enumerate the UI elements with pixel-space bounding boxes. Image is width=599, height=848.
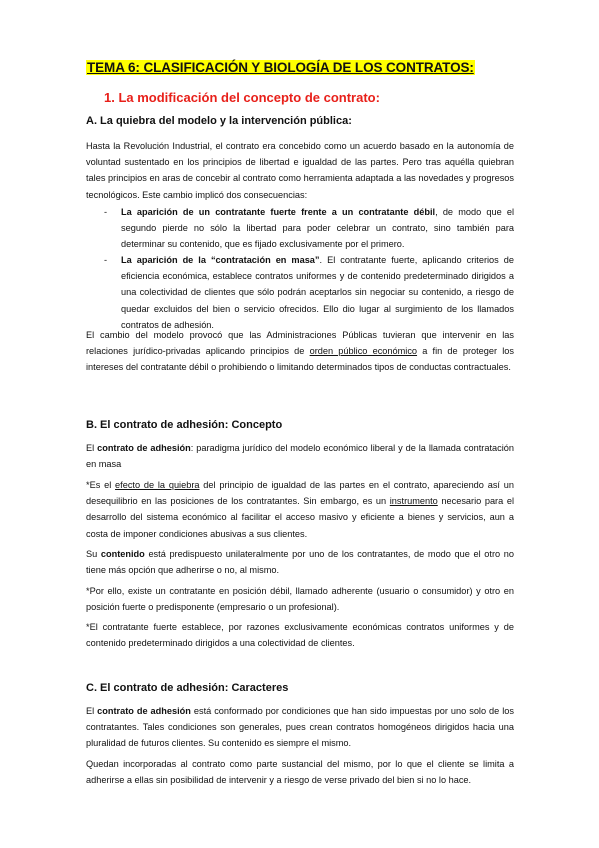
text-run: : paradigma jurídico del modelo económico liberal y de la llamada contratación en masa <box>86 443 514 470</box>
bullet-rest: , de modo que el segundo pierde no sólo la libertad para poder celebrar un contrato, sino también para determinar su contenido, que es fijado exclusivamente por el primero. <box>121 207 515 250</box>
document-title: TEMA 6: CLASIFICACIÓN Y BIOLOGÍA DE LOS CONTRATOS: <box>87 60 474 75</box>
bold-term: contenido <box>100 549 145 559</box>
text-run: *Es el <box>86 480 116 490</box>
section-b-paragraph-5: *El contratante fuerte establece, por razones exclusivamente económicas contratos uniformes y de contenido predeterminado dirigidos a una colectividad de clientes. <box>86 622 514 649</box>
section-1-heading: 1. La modificación del concepto de contrato: <box>104 90 380 105</box>
bold-term: contrato de adhesión <box>97 443 191 453</box>
section-c-paragraph-2: Quedan incorporadas al contrato como parte sustancial del mismo, por lo que el cliente se limita a adherirse a ellas sin posibilidad de intervenir y a riesgo de verse privado del bien si no lo hace. <box>86 759 514 786</box>
text-run: está conformado por condiciones que han sido impuestas por uno solo de los contratantes. Tales condiciones son generales, pues crean contratos homogéneos dirigidos hacia una pluralidad de futuros clientes. Su contenido es siempre el mismo. <box>86 706 514 749</box>
text-run: Su <box>86 549 101 559</box>
underlined-term: orden público económico <box>309 346 418 357</box>
bullet-dash: - <box>104 207 108 217</box>
bullet-dash: - <box>104 255 108 265</box>
text-run: está predispuesto unilateralmente por uno de los contratantes, de modo que el otro no tiene más opción que adherirse o no, al mismo. <box>86 549 514 576</box>
section-b-paragraph-3 <box>86 546 514 578</box>
section-b-paragraph-4: *Por ello, existe un contratante en posición débil, llamado adherente (usuario o consumidor) y otro en posición fuerte o predisponente (empresario o un profesional). <box>86 586 514 613</box>
text-run: El cambio del modelo provocó que las Administraciones Públicas tuvieran que intervenir en las relaciones jurídico-privadas aplicando principios de <box>86 330 514 357</box>
underlined-term: efecto de la quiebra <box>115 480 200 490</box>
bullet-item-1 <box>104 204 514 253</box>
text-run: necesario para el desarrollo del sistema económico al facilitar el acceso masivo y eficiente a bienes y servicios, aun a costa de imponer condiciones abusivas a sus clientes. <box>86 496 514 539</box>
section-c-paragraph-1 <box>86 703 514 752</box>
section-a-heading: A. La quiebra del modelo y la intervención pública: <box>86 115 352 127</box>
bold-term: contrato de adhesión <box>97 706 191 716</box>
bullet-item-2 <box>104 252 514 333</box>
section-a-paragraph-2 <box>86 327 514 376</box>
section-a-paragraph-1: Hasta la Revolución Industrial, el contrato era concebido como un acuerdo basado en la autonomía de voluntad sustentado en los principios de libertad e igualdad de las partes. Pero tras aquélla quiebran tales principios en aras de concebir al contrato como herramienta adaptada a las novedades y progresos tecnológicos. Este cambio implicó dos consecuencias: <box>86 141 514 200</box>
text-run: El <box>86 443 98 453</box>
bullet-bold: La aparición de la “contratación en masa” <box>121 255 320 265</box>
section-b-paragraph-2 <box>86 477 514 542</box>
bullet-bold: La aparición de un contratante fuerte frente a un contratante débil <box>121 207 436 217</box>
section-b-paragraph-1 <box>86 440 514 472</box>
section-b-heading: B. El contrato de adhesión: Concepto <box>86 419 283 431</box>
bullet-text <box>121 252 514 333</box>
bullet-rest: . El contratante fuerte, aplicando criterios de eficiencia económica, establece contratos uniformes y de contenido predeterminado dirigidos a una colectividad de clientes que sólo podrán aceptarlos sin negociar su contenido, a riesgo de quedar excluidos del bien o servicio ofrecidos. Ello dio lugar al surgimiento de los llamados contratos de adhesión. <box>121 255 514 330</box>
bullet-text <box>121 204 514 253</box>
text-run: El <box>86 706 98 716</box>
text-run: a fin de proteger los intereses del contratante débil o prohibiendo o limitando determinados tipos de conductas contractuales. <box>86 346 514 373</box>
section-c-heading: C. El contrato de adhesión: Caracteres <box>86 682 289 694</box>
underlined-term: instrumento <box>389 496 438 507</box>
text-run: del principio de igualdad de las partes en el contrato, apareciendo así un desequilibrio en las posiciones de los contratantes. Sin embargo, es un <box>86 480 514 507</box>
